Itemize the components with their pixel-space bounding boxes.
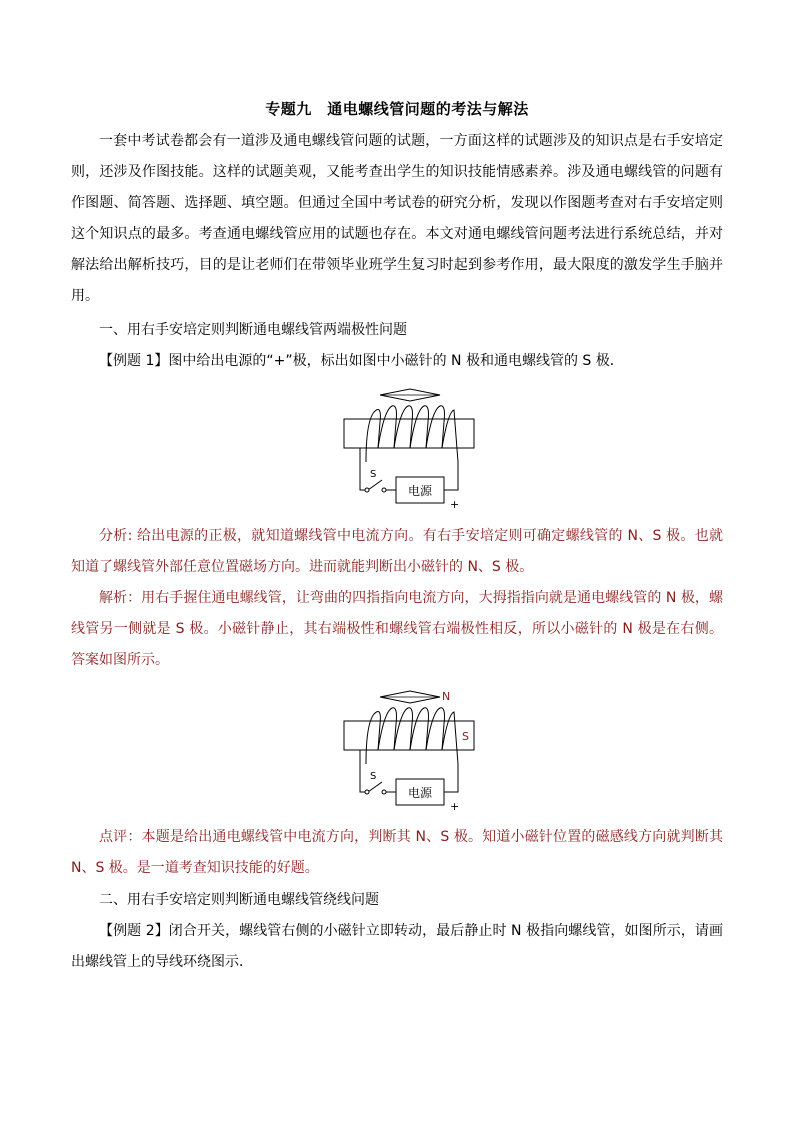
section-2-heading: 二、用右手安培定则判断通电螺线管绕线问题 — [99, 892, 379, 908]
intro-paragraph: 一套中考试卷都会有一道涉及通电螺线管问题的试题，一方面这样的试题涉及的知识点是右手安培定则，还涉及作图技能。这样的试题美观，又能考查出学生的知识技能情感素养。涉及通电螺线管的问题有作图题、简答题、选择题、填空题。但通过全国中考试卷的研究分析，发现以作图题考查对右手安培定则这个知识点的最多。考查通电螺线管应用的试题也存在。本文对通电螺线管问题考法进行系统总结，并对解法给出解析技巧，目的是让老师们在带领毕业班学生复习时起到参考作用，最大限度的激发学生手脑并用。 — [71, 133, 723, 304]
solenoid-core — [344, 721, 474, 750]
solenoid-core — [344, 419, 474, 448]
section-1-heading: 一、用右手安培定则判断通电螺线管两端极性问题 — [99, 322, 407, 338]
switch-label: S — [370, 469, 377, 480]
figure-2-solenoid-answer — [340, 684, 490, 812]
switch-icon — [368, 782, 382, 792]
coil-windings — [366, 708, 458, 764]
solution-paragraph: 解析：用右手握住通电螺线管，让弯曲的四指指向电流方向，大拇指指向就是通电螺线管的 N 极，螺线管另一侧就是 S 极。小磁针静止，其右端极性和螺线管右端极性相反，所以小磁针的 N 极是在右侧。答案如图所示。 — [71, 590, 723, 668]
page-title: 专题九 通电螺线管问题的考法与解法 — [265, 100, 529, 118]
power-label: 电源 — [407, 484, 433, 498]
coil-pole-label: S — [462, 730, 469, 743]
analysis-paragraph: 分析: 给出电源的正极，就知道螺线管中电流方向。有右手安培定则可确定螺线管的 N、S 极。也就知道了螺线管外部任意位置磁场方向。进而就能判断出小磁针的 N、S 极。 — [71, 528, 723, 575]
switch-icon — [368, 480, 382, 490]
plus-label: + — [450, 800, 460, 812]
example-2-text: 【例题 2】闭合开关，螺线管右侧的小磁针立即转动，最后静止时 N 极指向螺线管，如图所示，请画出螺线管上的导线环绕图示． — [71, 923, 723, 970]
needle-pole-label: N — [442, 690, 451, 703]
figure-1-solenoid-circuit — [340, 382, 480, 510]
power-label: 电源 — [407, 786, 433, 800]
comment-paragraph: 点评：本题是给出通电螺线管中电流方向，判断其 N、S 极。知道小磁针位置的磁感线方向就判断其 N、S 极。是一道考查知识技能的好题。 — [71, 829, 723, 876]
coil-windings — [366, 406, 458, 462]
example-1-text: 【例题 1】图中给出电源的“+”极，标出如图中小磁针的 N 极和通电螺线管的 S 极． — [99, 353, 624, 369]
plus-label: + — [450, 498, 460, 510]
switch-label: S — [370, 771, 377, 782]
